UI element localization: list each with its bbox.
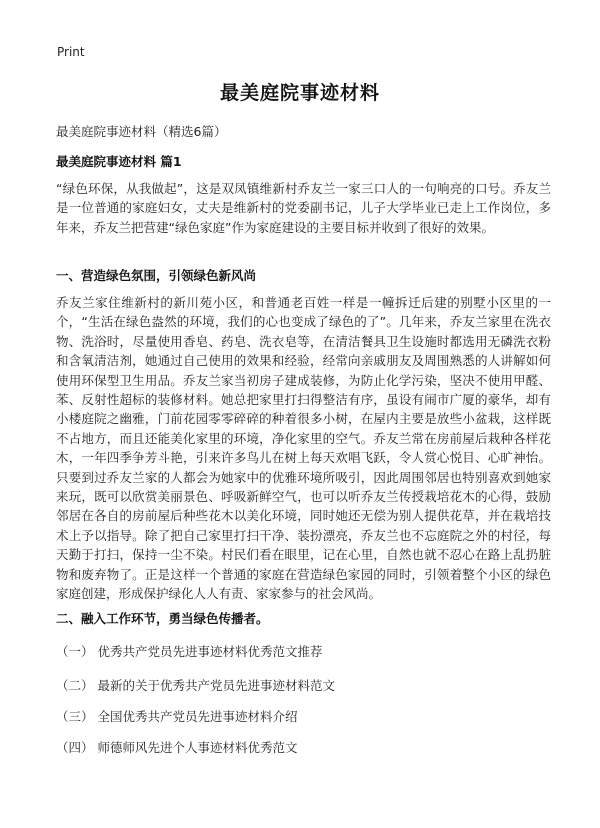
related-link-text: 全国优秀共产党员先进事迹材料介绍: [97, 709, 298, 724]
related-link-4[interactable]: [56, 738, 298, 756]
document-title: 最美庭院事迹材料: [219, 82, 380, 104]
related-link-number: （二）: [56, 678, 94, 693]
related-link-3[interactable]: [56, 707, 298, 725]
related-link-text: 优秀共产党员先进事迹材料优秀范文推荐: [97, 644, 323, 659]
related-link-number: （一）: [56, 644, 94, 659]
print-link[interactable]: Print: [57, 45, 85, 59]
related-link-text: 最新的关于优秀共产党员先进事迹材料范文: [97, 678, 336, 693]
related-link-1[interactable]: [56, 642, 323, 660]
intro-paragraph: “绿色环保，从我做起”，这是双凤镇维新村乔友兰一家三口人的一句响亮的口号。乔友兰是一位普通的家庭妇女，丈夫是维新村的党委副书记，儿子大学毕业已走上工作岗位，多年来，乔友兰把营建“绿色家庭”作为家庭建设的主要目标并收到了很好的效果。: [56, 181, 551, 235]
related-link-number: （三）: [56, 709, 94, 724]
article-heading: 最美庭院事迹材料 篇1: [56, 154, 182, 169]
section-1-paragraph: 乔友兰家住维新村的新川苑小区，和普通老百姓一样是一幢拆迁后建的别墅小区里的一个，“生活在绿色盎然的环境，我们的心也变成了绿色的了”。几年来，乔友兰家里在洗衣物、洗浴时，尽量使用香皂、药皂、洗衣皂等，在清洁餐具卫生设施时都选用无磷洗衣粉和含氧清洁剂，她通过自己使用的效果和经验，经常向亲戚朋友及周围熟悉的人讲解如何使用环保型卫生用品。乔友兰家当初房子建成装修，为防止化学污染，坚决不使用甲醛、苯、反射性超标的装修材料。她总把家里打扫得整洁有序，虽设有闹市广厦的豪华，却有小楼庭院之幽雅，门前花园零零碎碎的种着很多小树，在屋内主要是放些小盆栽，这样既不占地方，而且还能美化家里的环境，净化家里的空气。乔友兰常在房前屋后栽种各样花木，一年四季争芳斗艳，引来许多鸟儿在树上每天欢唱飞跃，令人赏心悦目、心旷神怡。只要到过乔友兰家的人都会为她家中的优雅环境所吸引，因此周围邻居也特别喜欢到她家来玩，既可以欣赏美丽景色、呼吸新鲜空气，也可以听乔友兰传授栽培花木的心得，鼓励邻居在各自的房前屋后种些花木以美化环境，同时她还无偿为别人提供花草，并在栽培技术上予以指导。除了把自己家里打扫干净、装扮漂亮，乔友兰也不忘庭院之外的村径，每天勤于打扫，保持一尘不染。村民们看在眼里，记在心里，自然也就不忍心在路上乱扔脏物和废弃物了。正是这样一个普通的家庭在营造绿色家园的同时，引领着整个小区的绿色家庭创建，形成保护绿化人人有责、家家参与的社会风尚。: [56, 295, 551, 602]
related-link-number: （四）: [56, 740, 94, 755]
document-subtitle: 最美庭院事迹材料（精选6篇）: [56, 124, 227, 139]
related-link-text: 师德师风先进个人事迹材料优秀范文: [97, 740, 298, 755]
section-heading-2: 二、融入工作环节，勇当绿色传播者。: [56, 611, 269, 626]
section-heading-1: 一、营造绿色氛围，引领绿色新风尚: [56, 268, 257, 283]
related-link-2[interactable]: [56, 676, 335, 694]
